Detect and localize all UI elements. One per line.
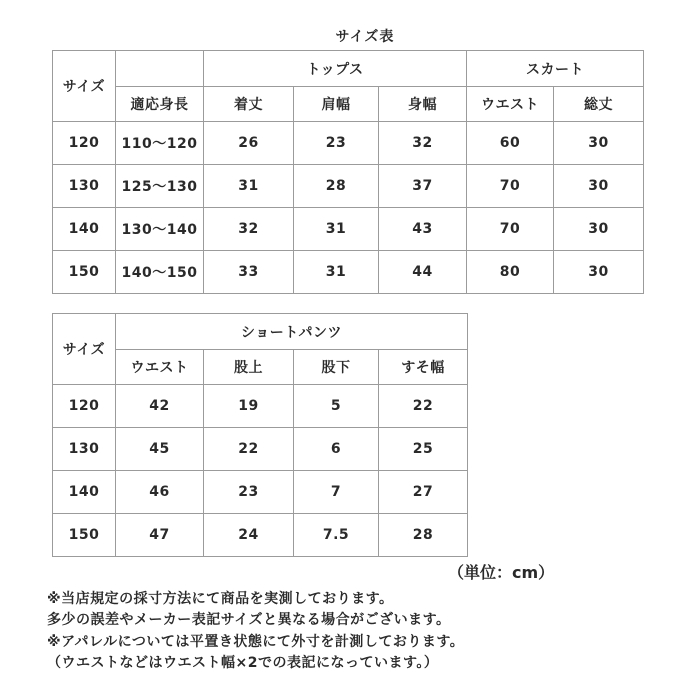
table-cell: 110〜120 (116, 122, 204, 165)
table-cell: 7 (294, 471, 379, 514)
empty-header-cell (116, 51, 204, 87)
shorts-group-header: ショートパンツ (116, 314, 468, 350)
table-row (53, 251, 644, 294)
table-cell: 25 (379, 428, 468, 471)
table-cell: 120 (53, 385, 116, 428)
table-cell: 31 (294, 251, 379, 294)
table-cell: 32 (379, 122, 467, 165)
table-cell: 23 (294, 122, 379, 165)
skirt-total-length-column-header: 総丈 (554, 87, 644, 122)
size-column-header: サイズ (53, 314, 116, 385)
table-cell: 33 (204, 251, 294, 294)
shoulder-width-column-header: 肩幅 (294, 87, 379, 122)
table-cell: 140 (53, 471, 116, 514)
table-cell: 37 (379, 165, 467, 208)
table-cell: 28 (294, 165, 379, 208)
table-cell: 130〜140 (116, 208, 204, 251)
table-cell: 70 (467, 165, 554, 208)
table-cell: 130 (53, 428, 116, 471)
tops-length-column-header: 着丈 (204, 87, 294, 122)
skirt-group-header: スカート (467, 51, 644, 87)
table-cell: 7.5 (294, 514, 379, 557)
table-cell: 27 (379, 471, 468, 514)
table-cell: 30 (554, 122, 644, 165)
table-row (53, 385, 468, 428)
skirt-waist-column-header: ウエスト (467, 87, 554, 122)
table-cell: 120 (53, 122, 116, 165)
hem-width-column-header: すそ幅 (379, 350, 468, 385)
tops-skirt-size-table (52, 50, 644, 294)
table-cell: 46 (116, 471, 204, 514)
table-cell: 47 (116, 514, 204, 557)
table-cell: 31 (294, 208, 379, 251)
tops-group-header: トップス (204, 51, 467, 87)
table-cell: 31 (204, 165, 294, 208)
fit-height-column-header: 適応身長 (116, 87, 204, 122)
rise-column-header: 股上 (204, 350, 294, 385)
table-cell: 32 (204, 208, 294, 251)
table-cell: 22 (204, 428, 294, 471)
size-chart-title: サイズ表 (335, 29, 395, 45)
table-cell: 30 (554, 208, 644, 251)
table-row (53, 208, 644, 251)
table-cell: 60 (467, 122, 554, 165)
table-cell: 44 (379, 251, 467, 294)
table-row (53, 428, 468, 471)
table-cell: 19 (204, 385, 294, 428)
table-cell: 6 (294, 428, 379, 471)
table-cell: 30 (554, 165, 644, 208)
body-width-column-header: 身幅 (379, 87, 467, 122)
table-row (53, 471, 468, 514)
table-cell: 150 (53, 514, 116, 557)
table-row (53, 165, 644, 208)
table-cell: 23 (204, 471, 294, 514)
table-cell: 140 (53, 208, 116, 251)
table-cell: 26 (204, 122, 294, 165)
size-column-header: サイズ (53, 51, 116, 122)
table-cell: 5 (294, 385, 379, 428)
table-cell: 140〜150 (116, 251, 204, 294)
table-cell: 22 (379, 385, 468, 428)
table-row (53, 514, 468, 557)
table-cell: 43 (379, 208, 467, 251)
unit-note: （単位：cm） (448, 563, 555, 582)
table-cell: 80 (467, 251, 554, 294)
note-line: 多少の誤差やメーカー表記サイズと異なる場合がございます。 (47, 612, 451, 629)
table-cell: 45 (116, 428, 204, 471)
shorts-size-table (52, 313, 468, 557)
table-cell: 42 (116, 385, 204, 428)
table-cell: 30 (554, 251, 644, 294)
note-line: ※アパレルについては平置き状態にて外寸を計測しております。 (47, 633, 465, 650)
note-line: （ウエストなどはウエスト幅×2での表記になっています。） (47, 654, 439, 671)
table-row (53, 122, 644, 165)
table-cell: 28 (379, 514, 468, 557)
note-line: ※当店規定の採寸方法にて商品を実測しております。 (47, 591, 394, 607)
table-cell: 125〜130 (116, 165, 204, 208)
inseam-column-header: 股下 (294, 350, 379, 385)
table-cell: 24 (204, 514, 294, 557)
table-cell: 150 (53, 251, 116, 294)
shorts-waist-column-header: ウエスト (116, 350, 204, 385)
table-cell: 130 (53, 165, 116, 208)
table-cell: 70 (467, 208, 554, 251)
measurement-notes (47, 589, 464, 674)
